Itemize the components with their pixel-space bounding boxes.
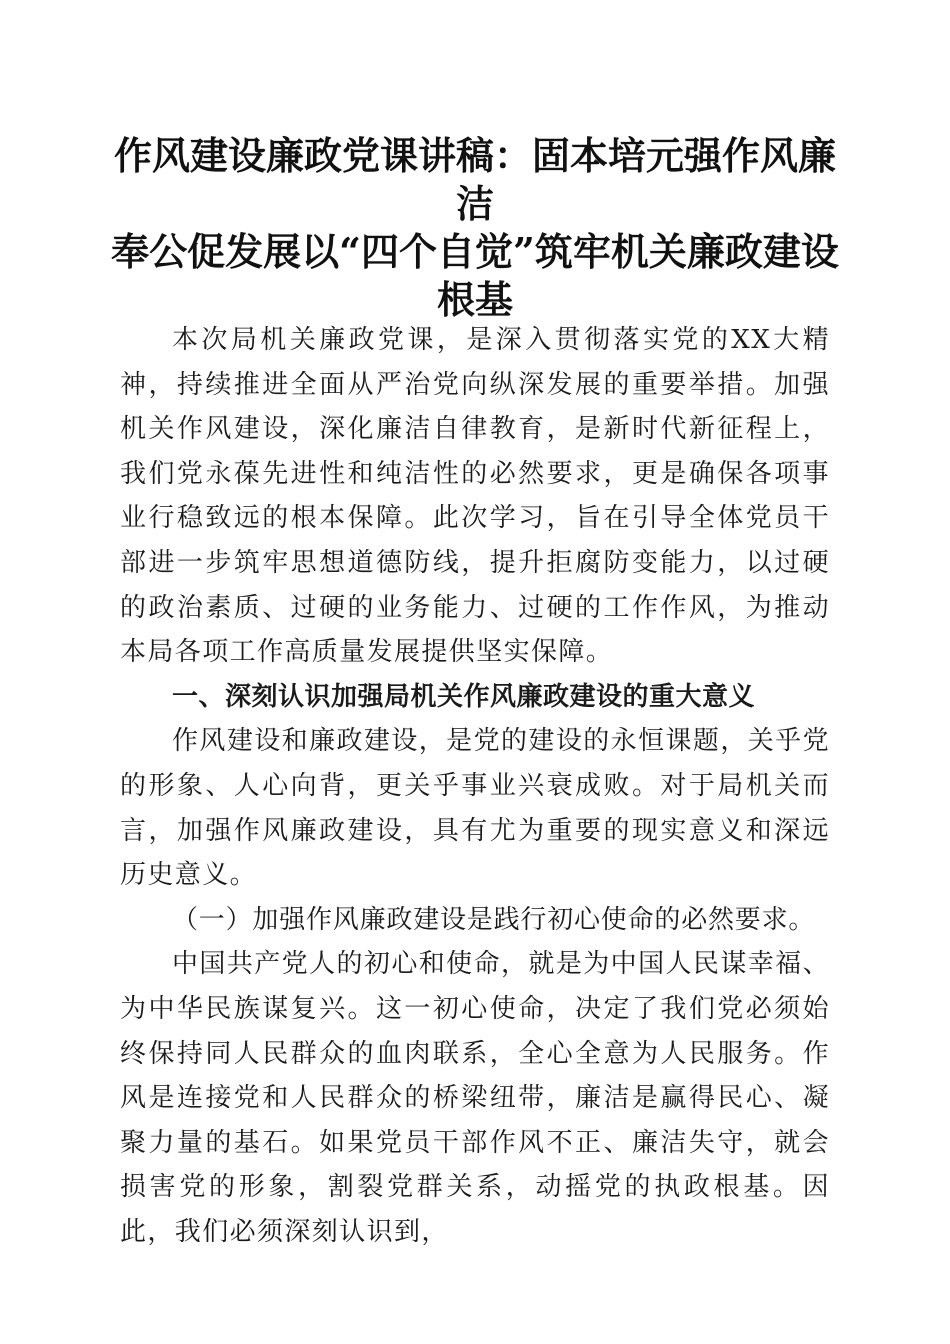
title-line-2: 奉公促发展以“四个自觉”筑牢机关廉政建设 xyxy=(111,229,839,274)
subsection-heading-1: （一）加强作风廉政建设是践行初心使命的必然要求。 xyxy=(172,904,816,935)
section-1-paragraph: 作风建设和廉政建设，是党的建设的永恒课题，关乎党的形象、人心向背，更关乎事业兴衰成败。对于局机关而言，加强作风廉政建设，具有尤为重要的现实意义和深远历史意义。 xyxy=(120,726,830,891)
title-line-1: 作风建设廉政党课讲稿：固本培元强作风廉洁 xyxy=(113,133,836,226)
document-body xyxy=(120,318,830,1254)
title-line-3: 根基 xyxy=(436,277,513,322)
section-heading-1: 一、深刻认识加强局机关作风廉政建设的重大意义 xyxy=(172,681,756,712)
document-title xyxy=(100,132,850,324)
intro-paragraph: 本次局机关廉政党课，是深入贯彻落实党的XX大精神，持续推进全面从严治党向纵深发展的重要举措。加强机关作风建设，深化廉洁自律教育，是新时代新征程上，我们党永葆先进性和纯洁性的必然要求，更是确保各项事业行稳致远的根本保障。此次学习，旨在引导全体党员干部进一步筑牢思想道德防线，提升拒腐防变能力，以过硬的政治素质、过硬的业务能力、过硬的工作作风，为推动本局各项工作高质量发展提供坚实保障。 xyxy=(120,325,830,668)
subsection-1-paragraph: 中国共产党人的初心和使命，就是为中国人民谋幸福、为中华民族谋复兴。这一初心使命，决定了我们党必须始终保持同人民群众的血肉联系，全心全意为人民服务。作风是连接党和人民群众的桥梁纽带，廉洁是赢得民心、凝聚力量的基石。如果党员干部作风不正、廉洁失守，就会损害党的形象，割裂党群关系，动摇党的执政根基。因此，我们必须深刻认识到， xyxy=(120,949,830,1247)
